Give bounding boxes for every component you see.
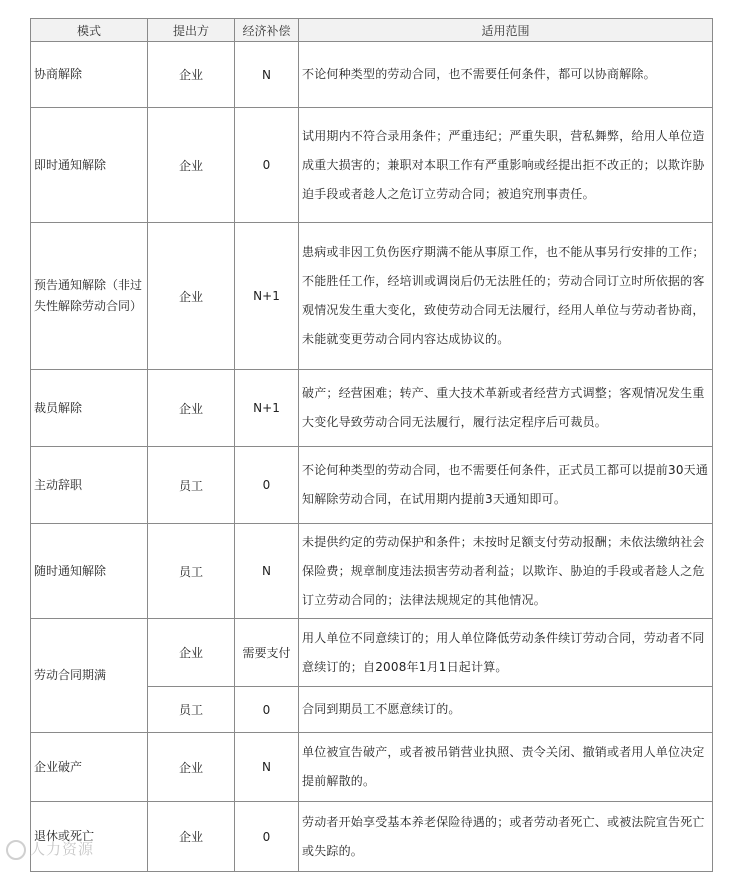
compensation-cell: N xyxy=(235,42,299,108)
compensation-cell: N xyxy=(235,524,299,619)
party-cell: 企业 xyxy=(148,223,235,370)
party-cell: 员工 xyxy=(148,524,235,619)
table-row xyxy=(31,223,713,370)
mode-cell: 退休或死亡 xyxy=(31,802,148,872)
watermark xyxy=(6,838,94,860)
compensation-cell: 0 xyxy=(235,802,299,872)
party-cell: 企业 xyxy=(148,42,235,108)
scope-cell: 合同到期员工不愿意续订的。 xyxy=(299,687,713,733)
header-mode: 模式 xyxy=(31,19,148,42)
compensation-cell: 0 xyxy=(235,687,299,733)
compensation-cell: 0 xyxy=(235,108,299,223)
mode-cell: 企业破产 xyxy=(31,733,148,802)
table-row xyxy=(31,619,713,687)
table-row xyxy=(31,370,713,447)
header-compensation: 经济补偿 xyxy=(235,19,299,42)
mode-cell: 随时通知解除 xyxy=(31,524,148,619)
party-cell: 员工 xyxy=(148,447,235,524)
mode-cell: 即时通知解除 xyxy=(31,108,148,223)
table-row xyxy=(31,447,713,524)
mode-cell: 劳动合同期满 xyxy=(31,619,148,733)
scope-cell: 用人单位不同意续订的；用人单位降低劳动条件续订劳动合同，劳动者不同意续订的；自2008年1月1日起计算。 xyxy=(299,619,713,687)
party-cell: 企业 xyxy=(148,733,235,802)
scope-cell: 试用期内不符合录用条件；严重违纪；严重失职，营私舞弊，给用人单位造成重大损害的；兼职对本职工作有严重影响或经提出拒不改正的；以欺诈胁迫手段或者趁人之危订立劳动合同；被追究刑事责任。 xyxy=(299,108,713,223)
termination-table xyxy=(30,18,713,872)
scope-cell: 单位被宣告破产，或者被吊销营业执照、责令关闭、撤销或者用人单位决定提前解散的。 xyxy=(299,733,713,802)
table-row xyxy=(31,524,713,619)
scope-cell: 不论何种类型的劳动合同，也不需要任何条件，都可以协商解除。 xyxy=(299,42,713,108)
party-cell: 企业 xyxy=(148,370,235,447)
compensation-cell: N xyxy=(235,733,299,802)
compensation-cell: 0 xyxy=(235,447,299,524)
mode-cell: 主动辞职 xyxy=(31,447,148,524)
mode-cell: 协商解除 xyxy=(31,42,148,108)
scope-cell: 未提供约定的劳动保护和条件；未按时足额支付劳动报酬；未依法缴纳社会保险费；规章制度违法损害劳动者利益；以欺诈、胁迫的手段或者趁人之危订立劳动合同的；法律法规规定的其他情况。 xyxy=(299,524,713,619)
compensation-cell: 需要支付 xyxy=(235,619,299,687)
party-cell: 企业 xyxy=(148,619,235,687)
compensation-cell: N+1 xyxy=(235,370,299,447)
party-cell: 企业 xyxy=(148,802,235,872)
mode-cell: 预告通知解除（非过失性解除劳动合同） xyxy=(31,223,148,370)
scope-cell: 劳动者开始享受基本养老保险待遇的；或者劳动者死亡、或被法院宣告死亡或失踪的。 xyxy=(299,802,713,872)
table-row xyxy=(31,42,713,108)
scope-cell: 破产；经营困难；转产、重大技术革新或者经营方式调整；客观情况发生重大变化导致劳动合同无法履行，履行法定程序后可裁员。 xyxy=(299,370,713,447)
scope-cell: 不论何种类型的劳动合同，也不需要任何条件，正式员工都可以提前30天通知解除劳动合同，在试用期内提前3天通知即可。 xyxy=(299,447,713,524)
mode-cell: 裁员解除 xyxy=(31,370,148,447)
scope-cell: 患病或非因工负伤医疗期满不能从事原工作，也不能从事另行安排的工作；不能胜任工作，经培训或调岗后仍无法胜任的；劳动合同订立时所依据的客观情况发生重大变化，致使劳动合同无法履行，经用人单位与劳动者协商，未能就变更劳动合同内容达成协议的。 xyxy=(299,223,713,370)
watermark-logo-icon xyxy=(6,840,26,860)
watermark-text: 人力资源 xyxy=(30,840,95,858)
table-row xyxy=(31,733,713,802)
party-cell: 员工 xyxy=(148,687,235,733)
header-scope: 适用范围 xyxy=(299,19,713,42)
compensation-cell: N+1 xyxy=(235,223,299,370)
party-cell: 企业 xyxy=(148,108,235,223)
header-party: 提出方 xyxy=(148,19,235,42)
table-row xyxy=(31,802,713,872)
table-row xyxy=(31,108,713,223)
header-row xyxy=(31,19,713,42)
